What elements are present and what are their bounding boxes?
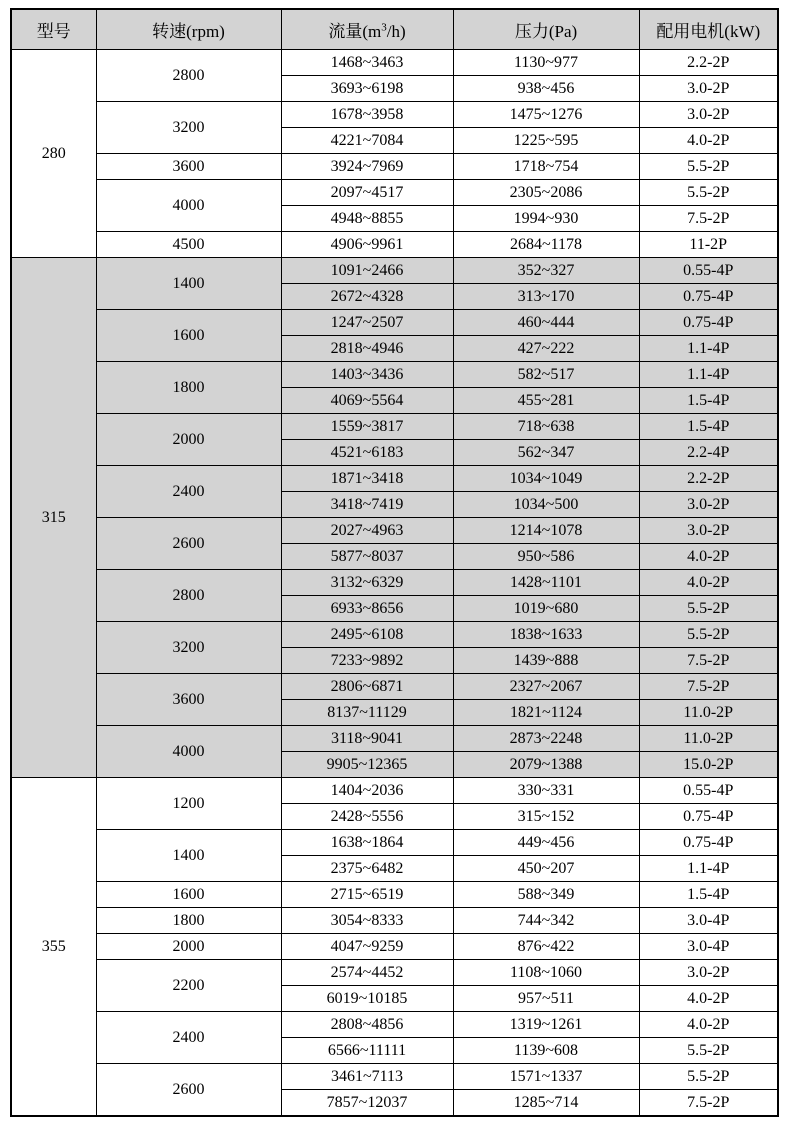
flow-cell: 1247~2507 (281, 310, 453, 336)
flow-cell: 1871~3418 (281, 466, 453, 492)
table-row (11, 258, 778, 284)
pressure-cell: 455~281 (453, 388, 639, 414)
motor-cell: 4.0-2P (639, 544, 778, 570)
flow-cell: 3054~8333 (281, 908, 453, 934)
col-header-model: 型号 (11, 9, 96, 50)
speed-cell: 1400 (96, 258, 281, 310)
pressure-cell: 1108~1060 (453, 960, 639, 986)
motor-cell: 1.5-4P (639, 414, 778, 440)
speed-cell: 3600 (96, 674, 281, 726)
flow-cell: 4521~6183 (281, 440, 453, 466)
table-row (11, 622, 778, 648)
motor-cell: 5.5-2P (639, 1038, 778, 1064)
flow-cell: 3924~7969 (281, 154, 453, 180)
speed-cell: 3200 (96, 622, 281, 674)
flow-cell: 2027~4963 (281, 518, 453, 544)
pressure-cell: 1571~1337 (453, 1064, 639, 1090)
pressure-cell: 330~331 (453, 778, 639, 804)
pressure-cell: 1019~680 (453, 596, 639, 622)
flow-cell: 6019~10185 (281, 986, 453, 1012)
flow-cell: 2672~4328 (281, 284, 453, 310)
table-row (11, 570, 778, 596)
flow-cell: 2818~4946 (281, 336, 453, 362)
flow-cell: 8137~11129 (281, 700, 453, 726)
pressure-cell: 1285~714 (453, 1090, 639, 1117)
motor-cell: 3.0-2P (639, 102, 778, 128)
pressure-cell: 2873~2248 (453, 726, 639, 752)
motor-cell: 0.55-4P (639, 258, 778, 284)
motor-cell: 1.1-4P (639, 336, 778, 362)
motor-cell: 7.5-2P (639, 648, 778, 674)
flow-cell: 3418~7419 (281, 492, 453, 518)
col-header-speed: 转速(rpm) (96, 9, 281, 50)
pressure-cell: 1034~1049 (453, 466, 639, 492)
speed-cell: 2800 (96, 570, 281, 622)
table-row (11, 362, 778, 388)
motor-cell: 2.2-2P (639, 466, 778, 492)
motor-cell: 0.55-4P (639, 778, 778, 804)
model-cell: 280 (11, 50, 96, 258)
speed-cell: 2400 (96, 466, 281, 518)
motor-cell: 0.75-4P (639, 284, 778, 310)
pressure-cell: 449~456 (453, 830, 639, 856)
speed-cell: 3600 (96, 154, 281, 180)
pressure-cell: 1214~1078 (453, 518, 639, 544)
flow-cell: 3132~6329 (281, 570, 453, 596)
speed-cell: 4000 (96, 726, 281, 778)
motor-cell: 3.0-2P (639, 76, 778, 102)
flow-cell: 2495~6108 (281, 622, 453, 648)
motor-cell: 11.0-2P (639, 700, 778, 726)
motor-cell: 3.0-2P (639, 518, 778, 544)
table-row (11, 414, 778, 440)
table-row (11, 310, 778, 336)
model-cell: 355 (11, 778, 96, 1117)
table-row (11, 908, 778, 934)
flow-cell: 4906~9961 (281, 232, 453, 258)
speed-cell: 1800 (96, 908, 281, 934)
speed-cell: 2000 (96, 934, 281, 960)
speed-cell: 1600 (96, 882, 281, 908)
pressure-cell: 876~422 (453, 934, 639, 960)
speed-cell: 1600 (96, 310, 281, 362)
table-row (11, 50, 778, 76)
model-cell: 315 (11, 258, 96, 778)
table-row (11, 726, 778, 752)
motor-cell: 1.1-4P (639, 856, 778, 882)
flow-cell: 1091~2466 (281, 258, 453, 284)
flow-cell: 4948~8855 (281, 206, 453, 232)
pressure-cell: 2684~1178 (453, 232, 639, 258)
motor-cell: 11.0-2P (639, 726, 778, 752)
pressure-cell: 588~349 (453, 882, 639, 908)
pressure-cell: 2305~2086 (453, 180, 639, 206)
speed-cell: 1400 (96, 830, 281, 882)
table-row (11, 778, 778, 804)
speed-cell: 2800 (96, 50, 281, 102)
flow-cell: 2428~5556 (281, 804, 453, 830)
table-row (11, 1064, 778, 1090)
flow-cell: 2574~4452 (281, 960, 453, 986)
table-row (11, 960, 778, 986)
motor-cell: 3.0-2P (639, 492, 778, 518)
table-row (11, 232, 778, 258)
motor-cell: 5.5-2P (639, 622, 778, 648)
pressure-cell: 582~517 (453, 362, 639, 388)
flow-cell: 4221~7084 (281, 128, 453, 154)
motor-cell: 0.75-4P (639, 310, 778, 336)
pressure-cell: 1718~754 (453, 154, 639, 180)
motor-cell: 1.5-4P (639, 882, 778, 908)
speed-cell: 1800 (96, 362, 281, 414)
flow-cell: 1404~2036 (281, 778, 453, 804)
flow-cell: 3461~7113 (281, 1064, 453, 1090)
pressure-cell: 957~511 (453, 986, 639, 1012)
col-header-pressure: 压力(Pa) (453, 9, 639, 50)
motor-cell: 0.75-4P (639, 804, 778, 830)
pressure-cell: 1475~1276 (453, 102, 639, 128)
flow-cell: 2375~6482 (281, 856, 453, 882)
flow-cell: 7857~12037 (281, 1090, 453, 1117)
motor-cell: 4.0-2P (639, 1012, 778, 1038)
pressure-cell: 1034~500 (453, 492, 639, 518)
flow-cell: 1468~3463 (281, 50, 453, 76)
motor-cell: 4.0-2P (639, 128, 778, 154)
pressure-cell: 938~456 (453, 76, 639, 102)
flow-header-suffix: /h) (386, 22, 406, 41)
motor-cell: 1.1-4P (639, 362, 778, 388)
pressure-cell: 315~152 (453, 804, 639, 830)
flow-cell: 1638~1864 (281, 830, 453, 856)
pressure-cell: 718~638 (453, 414, 639, 440)
flow-cell: 4047~9259 (281, 934, 453, 960)
flow-cell: 3118~9041 (281, 726, 453, 752)
header-row (11, 9, 778, 50)
table-row (11, 882, 778, 908)
flow-cell: 2808~4856 (281, 1012, 453, 1038)
pressure-cell: 2079~1388 (453, 752, 639, 778)
motor-cell: 5.5-2P (639, 154, 778, 180)
flow-header-prefix: 流量(m (328, 22, 382, 41)
speed-cell: 4000 (96, 180, 281, 232)
motor-cell: 1.5-4P (639, 388, 778, 414)
speed-cell: 2600 (96, 1064, 281, 1117)
speed-cell: 2400 (96, 1012, 281, 1064)
motor-cell: 0.75-4P (639, 830, 778, 856)
motor-cell: 4.0-2P (639, 570, 778, 596)
spec-table-body (11, 50, 778, 1117)
pressure-cell: 450~207 (453, 856, 639, 882)
table-row (11, 934, 778, 960)
flow-cell: 7233~9892 (281, 648, 453, 674)
table-row (11, 674, 778, 700)
pressure-cell: 352~327 (453, 258, 639, 284)
col-header-motor: 配用电机(kW) (639, 9, 778, 50)
motor-cell: 3.0-4P (639, 908, 778, 934)
pressure-cell: 562~347 (453, 440, 639, 466)
pressure-cell: 1139~608 (453, 1038, 639, 1064)
flow-cell: 6566~11111 (281, 1038, 453, 1064)
pressure-cell: 1439~888 (453, 648, 639, 674)
speed-cell: 4500 (96, 232, 281, 258)
motor-cell: 11-2P (639, 232, 778, 258)
flow-cell: 1678~3958 (281, 102, 453, 128)
table-row (11, 466, 778, 492)
flow-cell: 6933~8656 (281, 596, 453, 622)
pressure-cell: 460~444 (453, 310, 639, 336)
motor-cell: 5.5-2P (639, 180, 778, 206)
motor-cell: 15.0-2P (639, 752, 778, 778)
speed-cell: 2000 (96, 414, 281, 466)
pressure-cell: 1319~1261 (453, 1012, 639, 1038)
pressure-cell: 2327~2067 (453, 674, 639, 700)
pressure-cell: 1428~1101 (453, 570, 639, 596)
table-row (11, 102, 778, 128)
flow-cell: 2806~6871 (281, 674, 453, 700)
pressure-cell: 313~170 (453, 284, 639, 310)
speed-cell: 2600 (96, 518, 281, 570)
motor-cell: 5.5-2P (639, 1064, 778, 1090)
motor-cell: 5.5-2P (639, 596, 778, 622)
motor-cell: 2.2-2P (639, 50, 778, 76)
motor-cell: 3.0-2P (639, 960, 778, 986)
pressure-cell: 1838~1633 (453, 622, 639, 648)
pressure-cell: 744~342 (453, 908, 639, 934)
motor-cell: 7.5-2P (639, 206, 778, 232)
flow-cell: 3693~6198 (281, 76, 453, 102)
spec-table-header (11, 9, 778, 50)
pressure-cell: 1821~1124 (453, 700, 639, 726)
pressure-cell: 1994~930 (453, 206, 639, 232)
fan-spec-table (10, 8, 779, 1117)
pressure-cell: 950~586 (453, 544, 639, 570)
flow-cell: 2715~6519 (281, 882, 453, 908)
pressure-cell: 1130~977 (453, 50, 639, 76)
flow-cell: 5877~8037 (281, 544, 453, 570)
motor-cell: 7.5-2P (639, 1090, 778, 1117)
table-row (11, 180, 778, 206)
col-header-flow (281, 9, 453, 50)
speed-cell: 1200 (96, 778, 281, 830)
flow-cell: 4069~5564 (281, 388, 453, 414)
speed-cell: 3200 (96, 102, 281, 154)
speed-cell: 2200 (96, 960, 281, 1012)
pressure-cell: 1225~595 (453, 128, 639, 154)
motor-cell: 4.0-2P (639, 986, 778, 1012)
flow-cell: 2097~4517 (281, 180, 453, 206)
table-row (11, 154, 778, 180)
flow-cell: 9905~12365 (281, 752, 453, 778)
table-row (11, 518, 778, 544)
motor-cell: 3.0-4P (639, 934, 778, 960)
motor-cell: 2.2-4P (639, 440, 778, 466)
table-row (11, 830, 778, 856)
table-row (11, 1012, 778, 1038)
motor-cell: 7.5-2P (639, 674, 778, 700)
pressure-cell: 427~222 (453, 336, 639, 362)
flow-header-superscript: 3 (381, 21, 387, 34)
flow-cell: 1559~3817 (281, 414, 453, 440)
flow-cell: 1403~3436 (281, 362, 453, 388)
